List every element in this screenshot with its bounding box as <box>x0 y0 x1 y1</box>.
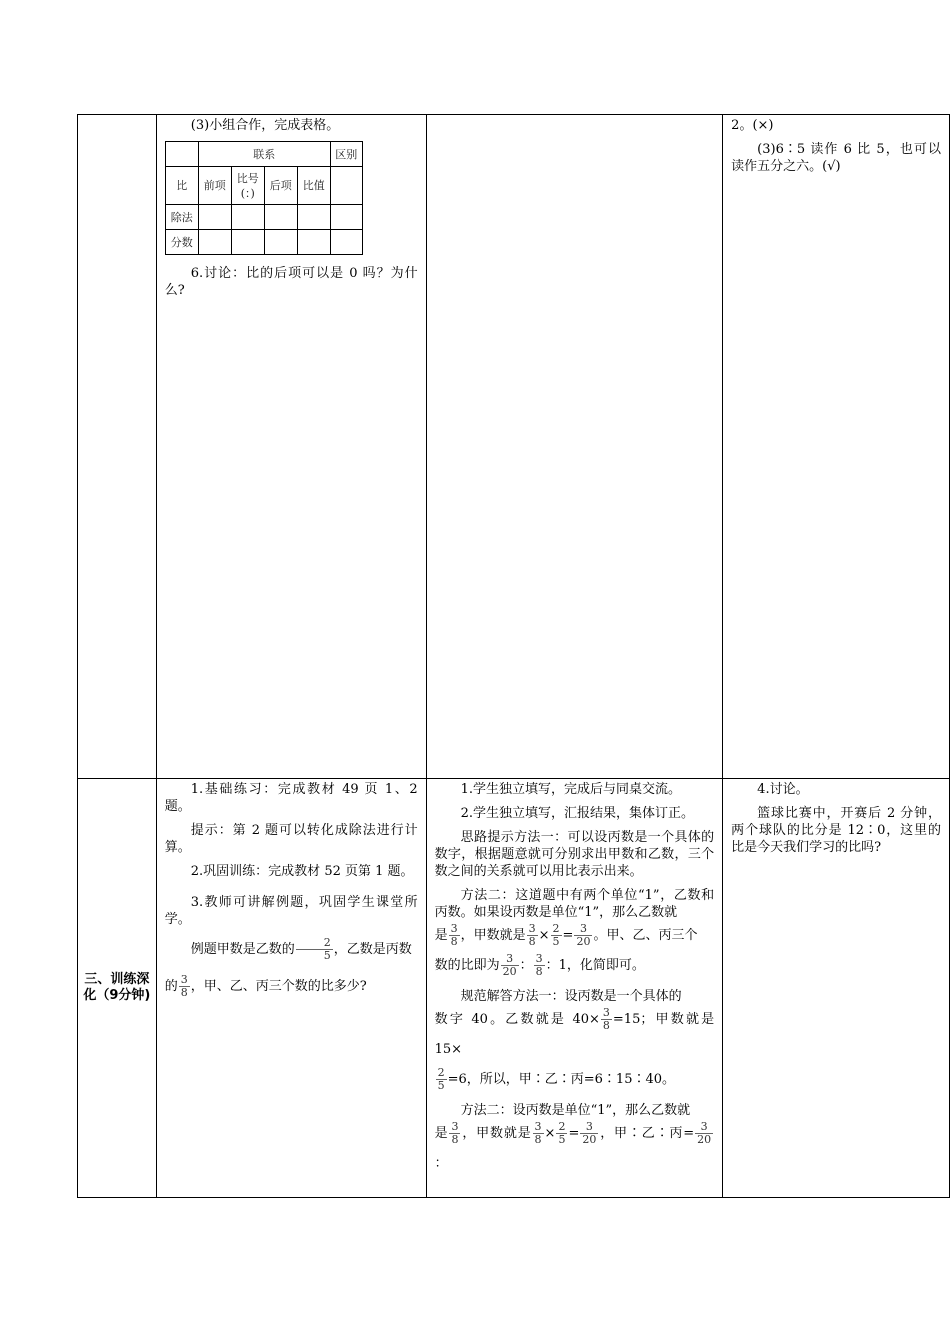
fraction-3-8: $\frac{3}{8}$ <box>534 1120 542 1146</box>
example-line-2: 的 $\frac{3}{8}$ ，甲、乙、丙三个数的比多少? <box>164 973 367 999</box>
group-work-intro: (3)小组合作，完成表格。 <box>190 118 340 133</box>
fraction-3-20: $\frac{3}{20}$ <box>502 952 517 978</box>
solution-method-2: 方法二：设丙数是单位“1”，那么乙数就 <box>460 1103 691 1118</box>
notes-cell <box>723 115 950 779</box>
discussion-label: 4.讨论。 <box>757 782 809 797</box>
fraction-3-20: $\frac{3}{20}$ <box>582 1120 597 1146</box>
solution-method-1: 规范解答方法一：设丙数是一个具体的 <box>460 989 682 1004</box>
fraction-2-5: $\frac{2}{5}$ <box>558 1120 566 1146</box>
header-bihao-symbol: (：) <box>240 186 255 200</box>
table-cell-empty <box>330 167 362 205</box>
student-step-2: 2.学生独立填写，汇报结果，集体订正。 <box>460 806 695 821</box>
basketball-question: 篮球比赛中，开赛后 2 分钟，两个球队的比分是 12∶0，这里的比是今天我们学习的比吗? <box>731 806 941 855</box>
row-label-chufa: 除法 <box>165 205 198 230</box>
comparison-table <box>165 141 363 255</box>
answer-line-2: (3)6∶5 读作 6 比 5，也可以读作五分之六。(√) <box>731 142 941 174</box>
solution-method-1-line-3: $\frac{2}{5}$ =6，所以，甲∶乙∶丙=6∶15∶40。 <box>437 1066 676 1092</box>
answer-line-1: 2。(×) <box>731 118 774 133</box>
header-bizhi: 比值 <box>297 167 330 205</box>
header-houxiang: 后项 <box>264 167 297 205</box>
consolidation-practice: 2.巩固训练：完成教材 52 页第 1 题。 <box>190 864 414 879</box>
fraction-2-5: $\frac{2}{5}$ <box>296 937 333 962</box>
row-label-bi: 比 <box>165 167 198 205</box>
teacher-activity-cell <box>156 115 426 779</box>
student-activity-cell-empty <box>426 115 723 779</box>
method-2-line-3: 数的比即为 $\frac{3}{20}$ ： $\frac{3}{8}$ ：1，化简即可。 <box>434 952 645 978</box>
fraction-3-8: $\frac{3}{8}$ <box>535 952 543 978</box>
fraction-3-20: $\frac{3}{20}$ <box>697 1120 712 1146</box>
lesson-plan-table <box>77 114 950 1198</box>
header-bihao <box>231 167 264 205</box>
method-1-hint: 思路提示方法一：可以设丙数是一个具体的数字，根据题意就可分别求出甲数和乙数，三个数之间的关系就可以用比表示出来。 <box>434 830 715 879</box>
fraction-3-8: $\frac{3}{8}$ <box>602 1006 610 1032</box>
example-line-1: 例题甲数是乙数的 $\frac{2}{5}$ ，乙数是丙数 <box>190 936 412 962</box>
fraction-2-5: $\frac{2}{5}$ <box>437 1066 445 1092</box>
notes-cell-2 <box>723 779 950 1198</box>
stage-cell-empty <box>78 115 157 779</box>
header-qianxiang: 前项 <box>198 167 231 205</box>
student-step-1: 1.学生独立填写，完成后与同桌交流。 <box>460 782 682 797</box>
solution-method-1-line-2: 数字 40。乙数就是 40× $\frac{3}{8}$ =15；甲数就是 15× <box>434 1006 715 1057</box>
header-bihao-text: 比号 <box>236 171 259 185</box>
hint-text: 提示：第 2 题可以转化成除法进行计算。 <box>164 823 418 855</box>
teacher-explain: 3.教师可讲解例题，巩固学生课堂所学。 <box>164 895 418 927</box>
student-activity-cell-2 <box>426 779 723 1198</box>
teacher-activity-cell-2 <box>156 779 426 1198</box>
table-row-1 <box>78 115 950 779</box>
basic-practice: 1.基础练习：完成教材 49 页 1、2 题。 <box>164 782 418 814</box>
header-qubie: 区别 <box>330 142 362 167</box>
fraction-2-5: $\frac{2}{5}$ <box>552 922 560 948</box>
header-lianxi: 联系 <box>198 142 330 167</box>
fraction-3-8: $\frac{3}{8}$ <box>450 922 458 948</box>
table-row-2 <box>78 779 950 1198</box>
stage-label: 三、训练深化（9分钟) <box>78 779 157 1198</box>
fraction-3-8: $\frac{3}{8}$ <box>451 1120 459 1146</box>
discussion-question: 6.讨论：比的后项可以是 0 吗？为什么? <box>164 266 418 298</box>
row-label-fenshu: 分数 <box>165 230 198 255</box>
method-2-line-2: 是 $\frac{3}{8}$ ，甲数就是 $\frac{3}{8}$ × $\frac{2}{5}$ = $\frac{3}{20}$ 。甲、乙、丙三个 <box>434 922 698 948</box>
fraction-3-20: $\frac{3}{20}$ <box>576 922 591 948</box>
solution-method-2-line-2: 是 $\frac{3}{8}$ ，甲数就是 $\frac{3}{8}$ × $\frac{2}{5}$ = $\frac{3}{20}$ ，甲∶乙∶丙= $\frac{3}{20}$ ： <box>434 1120 712 1171</box>
fraction-3-8: $\frac{3}{8}$ <box>528 922 536 948</box>
method-2-hint: 方法二：这道题中有两个单位“1”，乙数和丙数。如果设丙数是单位“1”，那么乙数就 <box>434 888 715 920</box>
fraction-3-8: $\frac{3}{8}$ <box>180 973 188 999</box>
